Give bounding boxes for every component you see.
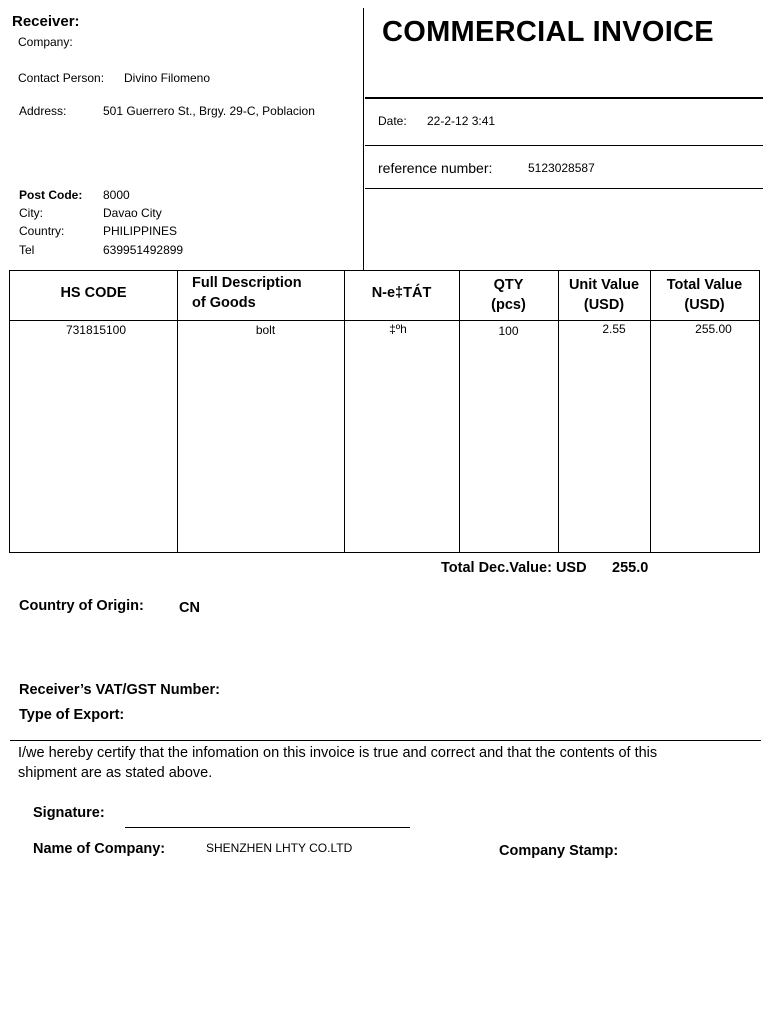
reference-value: 5123028587 (528, 161, 595, 175)
header-description-line2: of Goods (192, 295, 256, 311)
reference-label: reference number: (378, 160, 493, 176)
company-name-value: SHENZHEN LHTY CO.LTD (206, 841, 353, 855)
column-divider (344, 271, 345, 552)
certification-line-2: shipment are as stated above. (18, 765, 213, 781)
address-label: Address: (19, 104, 67, 118)
header-description: Full Description (192, 275, 302, 291)
header-qty: QTY (493, 277, 524, 293)
header-unit-value: Unit Value (568, 277, 640, 293)
header-total-value-currency: (USD) (684, 297, 725, 313)
total-dec-value-label: Total Dec.Value: USD (441, 560, 587, 576)
postcode-value: 8000 (103, 188, 130, 202)
table-header-divider (10, 320, 759, 321)
receiver-heading: Receiver: (12, 13, 80, 30)
table-cell-qty: 100 (498, 324, 519, 338)
invoice-title: COMMERCIAL INVOICE (382, 16, 714, 48)
divider-horizontal (365, 188, 763, 189)
table-cell-hs-code: 731815100 (65, 323, 127, 337)
divider-horizontal (10, 740, 761, 741)
header-hs-code: HS CODE (60, 285, 127, 301)
header-unknown: N-e‡TÁT (371, 285, 432, 301)
column-divider (177, 271, 178, 552)
country-value: PHILIPPINES (103, 224, 178, 238)
header-total-value: Total Value (666, 277, 743, 293)
header-unit-value-currency: (USD) (583, 297, 625, 313)
divider-horizontal (365, 145, 763, 146)
certification-line-1: I/we hereby certify that the infomation on this invoice is true and correct and that the contents of this (18, 745, 658, 761)
type-of-export-label: Type of Export: (19, 707, 125, 723)
date-value: 22-2-12 3:41 (427, 114, 496, 128)
city-label: City: (19, 206, 43, 220)
city-value: Davao City (103, 206, 162, 220)
table-cell-description: bolt (255, 323, 276, 337)
goods-table (9, 270, 760, 553)
date-label: Date: (378, 114, 407, 128)
vat-gst-number-label: Receiver’s VAT/GST Number: (19, 682, 220, 698)
table-cell-unit-value: 2.55 (602, 322, 626, 336)
contact-person-label: Contact Person: (18, 71, 105, 85)
company-name-label: Name of Company: (33, 841, 166, 857)
table-cell-unknown: ‡ºh (389, 322, 407, 336)
company-label: Company: (18, 35, 73, 49)
contact-person-value: Divino Filomeno (124, 71, 211, 85)
table-cell-total-value: 255.00 (695, 322, 732, 336)
country-label: Country: (19, 224, 65, 238)
country-of-origin-value: CN (179, 600, 200, 616)
address-value: 501 Guerrero St., Brgy. 29-C, Poblacion (103, 104, 315, 118)
signature-line[interactable] (125, 827, 410, 828)
header-qty-unit: (pcs) (491, 297, 526, 313)
signature-label: Signature: (33, 805, 105, 821)
divider-horizontal (365, 97, 763, 99)
company-stamp-label: Company Stamp: (499, 843, 619, 859)
country-of-origin-label: Country of Origin: (19, 598, 144, 614)
divider-vertical (363, 8, 364, 270)
tel-value: 639951492899 (103, 243, 184, 257)
total-dec-value: 255.0 (612, 560, 649, 576)
postcode-label: Post Code: (19, 188, 83, 202)
tel-label: Tel (19, 243, 35, 257)
